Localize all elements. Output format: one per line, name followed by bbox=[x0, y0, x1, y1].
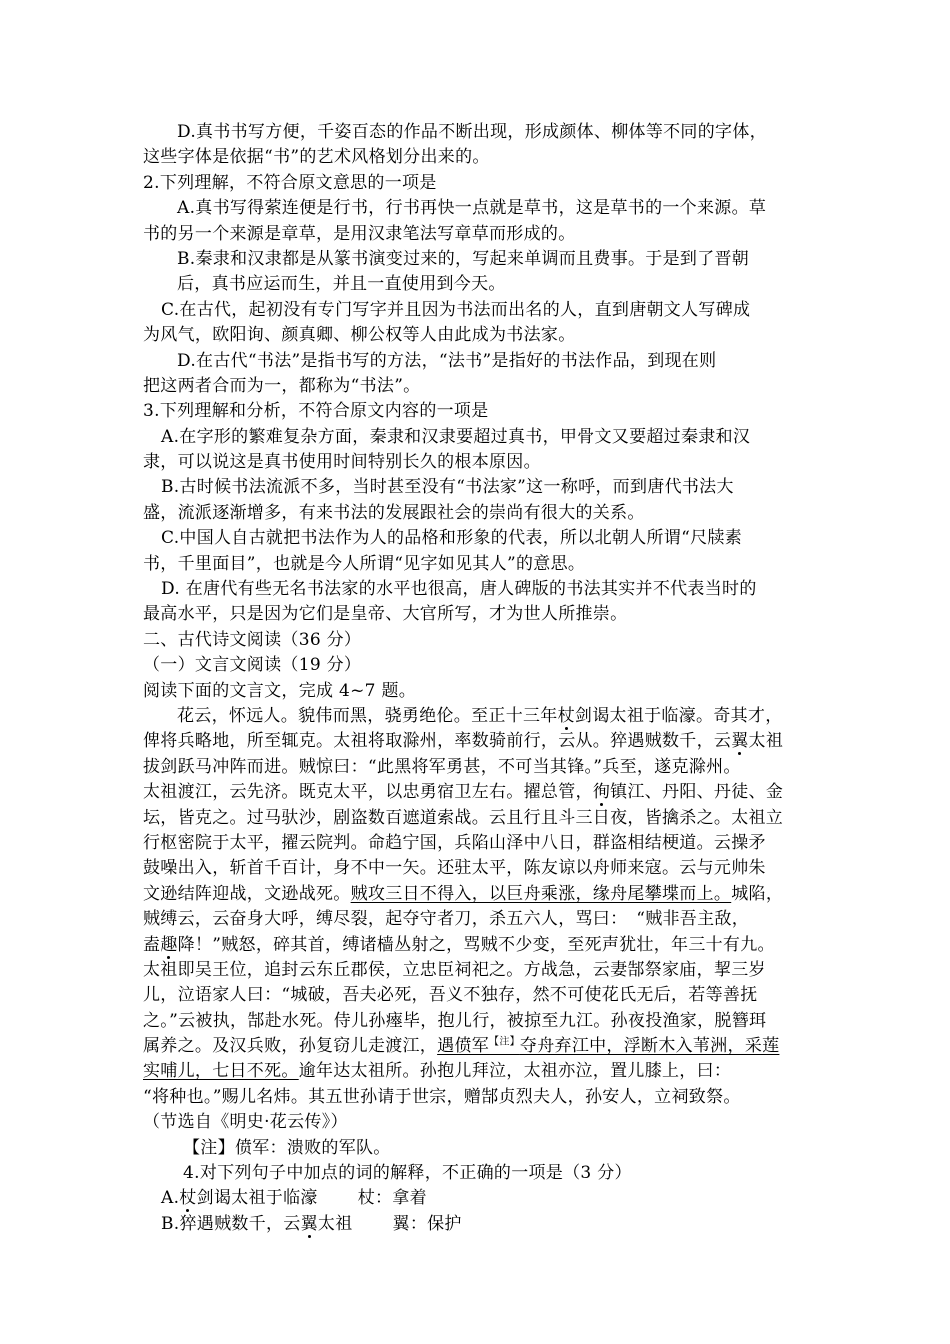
q3-option-d-line1: D. 在唐代有些无名书法家的水平也很高，唐人碑版的书法其实并不代表当时的 bbox=[161, 579, 757, 600]
q3-option-b-line1: B.古时候书法流派不多，当时甚至没有“书法家”这一称呼，而到唐代书法大 bbox=[161, 477, 734, 498]
dotted-word: 翼 bbox=[731, 731, 749, 752]
footnote-marker: 【注】 bbox=[489, 1036, 520, 1048]
q1-option-d-line2: 这些字体是依据“书”的艺术风格划分出来的。 bbox=[143, 147, 490, 168]
passage-line-10: 盍趣降！”贼怒，碎其首，缚诸樯丛射之，骂贼不少变，至死声犹壮，年三十有九。 bbox=[143, 934, 775, 955]
underlined-sentence: 遇偾军$^{【注】}$夺舟弃江中，浮断木入苇洲，采莲 bbox=[437, 1036, 780, 1057]
passage-line-11: 太祖即吴王位，追封云东丘郡侯，立忠臣祠祀之。方战急，云妻郜祭家庙，挈三岁 bbox=[143, 959, 766, 980]
q2-option-c-line1: C.在古代，起初没有专门写字并且因为书法而出名的人，直到唐朝文人写碑成 bbox=[161, 299, 751, 320]
q3-option-a-line2: 隶，可以说这是真书使用时间特别长久的根本原因。 bbox=[143, 452, 541, 473]
q3-option-c-line1: C.中国人自古就把书法作为人的品格和形象的代表，所以北朝人所谓“尺牍素 bbox=[161, 528, 742, 549]
footnote: 【注】偾军：溃败的军队。 bbox=[183, 1137, 391, 1158]
passage-line-8: 文逊结阵迎战，文逊战死。贼攻三日不得入，以巨舟乘涨，缘舟尾攀堞而上。城陷， bbox=[143, 883, 784, 904]
passage-source: （节选自《明史·花云传》） bbox=[143, 1112, 348, 1133]
passage-line-2: 俾将兵略地，所至辄克。太祖将取滁州，率数骑前行，云从。猝遇贼数千，云翼太祖 bbox=[143, 731, 784, 752]
passage-line-3: 拔剑跃马冲阵而进。贼惊曰：“此黑将军勇甚，不可当其锋。”兵至，遂克滁州。 bbox=[143, 756, 741, 777]
dotted-word: 趣 bbox=[160, 934, 178, 955]
passage-line-6: 行枢密院于太平，擢云院判。命趋宁国，兵陷山泽中八日，群盗相结梗道。云操矛 bbox=[143, 832, 766, 853]
section-heading: 二、古代诗文阅读（36 分） bbox=[143, 629, 362, 650]
passage-line-9: 贼缚云，云奋身大呼，缚尽裂，起夺守者刀，杀五六人，骂曰： “贼非吾主敌， bbox=[143, 909, 749, 930]
dotted-word: 杖 bbox=[557, 705, 575, 726]
passage-line-5: 坛，皆克之。过马驮沙，剧盗数百遮道索战。云且行且斗三日夜，皆擒杀之。太祖立 bbox=[143, 807, 784, 828]
q4-stem: 4.对下列句子中加点的词的解释，不正确的一项是（3 分） bbox=[183, 1163, 632, 1184]
passage-line-16: “将种也。”赐儿名炜。其五世孙请于世宗，赠郜贞烈夫人，孙安人，立祠致祭。 bbox=[143, 1086, 741, 1107]
document-page bbox=[143, 120, 813, 1237]
q3-stem: 3.下列理解和分析，不符合原文内容的一项是 bbox=[143, 401, 489, 422]
underlined-sentence: 实哺儿，七日不死。 bbox=[143, 1061, 299, 1082]
q2-option-b-line2: 后，真书应运而生，并且一直使用到今天。 bbox=[177, 274, 506, 295]
section-instruction: 阅读下面的文言文，完成 4~7 题。 bbox=[143, 680, 417, 701]
q2-option-b-line1: B.秦隶和汉隶都是从篆书演变过来的，写起来单调而且费事。于是到了晋朝 bbox=[177, 248, 750, 269]
passage-line-15: 实哺儿，七日不死。逾年达太祖所。孙抱儿拜泣，太祖亦泣，置儿膝上，曰： bbox=[143, 1061, 732, 1082]
q3-option-a-line1: A.在字形的繁难复杂方面，秦隶和汉隶要超过真书，甲骨文又要超过秦隶和汉 bbox=[161, 426, 751, 447]
underlined-sentence: 贼攻三日不得入，以巨舟乘涨，缘舟尾攀堞而上。 bbox=[350, 883, 732, 904]
q2-stem: 2.下列理解，不符合原文意思的一项是 bbox=[143, 172, 437, 193]
q4-option-b: B.猝遇贼数千，云翼太祖 翼：保护 bbox=[143, 1212, 813, 1237]
q2-option-c-line2: 为风气，欧阳询、颜真卿、柳公权等人由此成为书法家。 bbox=[143, 325, 576, 346]
q3-option-d-line2: 最高水平，只是因为它们是皇帝、大官所写，才为世人所推崇。 bbox=[143, 604, 628, 625]
q2-option-d-line1: D.在古代“书法”是指书写的方法，“法书”是指好的书法作品，到现在则 bbox=[177, 350, 717, 371]
passage-line-12: 儿，泣语家人曰：“城破，吾夫必死，吾义不独存，然不可使花氏无后，若等善抚 bbox=[143, 985, 758, 1006]
q4-option-a: A.杖剑谒太祖于临濠 杖：拿着 bbox=[143, 1186, 813, 1211]
passage-line-1: 花云，怀远人。貌伟而黑，骁勇绝伦。至正十三年杖剑谒太祖于临濠。奇其才， bbox=[177, 705, 783, 726]
section-sub-heading: （一）文言文阅读（19 分） bbox=[143, 655, 362, 676]
passage-line-4: 太祖渡江，云先济。既克太平，以忠勇宿卫左右。擢总管，徇镇江、丹阳、丹徒、金 bbox=[143, 782, 784, 803]
q4-option-b-explanation: 翼：保护 bbox=[392, 1213, 462, 1234]
passage-line-7: 鼓噪出入，斩首千百计，身不中一矢。还驻太平，陈友谅以舟师来寇。云与元帅朱 bbox=[143, 858, 766, 879]
q4-option-a-explanation: 杖：拿着 bbox=[357, 1188, 427, 1209]
q3-option-c-line2: 书，千里面目”，也就是今人所谓“见字如见其人”的意思。 bbox=[143, 553, 586, 574]
dotted-word: 翼 bbox=[300, 1213, 318, 1234]
dotted-word: 徇 bbox=[592, 782, 611, 803]
passage-line-13: 之。”云被执，郜赴水死。侍儿孙瘞毕，抱儿行，被掠至九江。孙夜投渔家，脱簪珥 bbox=[143, 1010, 767, 1031]
q2-option-a-line2: 书的另一个来源是章草，是用汉隶笔法写章草而形成的。 bbox=[143, 223, 576, 244]
dotted-word: 杖 bbox=[179, 1188, 197, 1209]
q2-option-d-line2: 把这两者合而为一，都称为“书法”。 bbox=[143, 375, 421, 396]
passage-line-14: 属养之。及汉兵败，孙复窃儿走渡江，遇偾军$^{【注】}$夺舟弃江中，浮断木入苇洲，采莲 bbox=[143, 1036, 780, 1057]
q1-option-d-line1: D.真书书写方便，千姿百态的作品不断出现，形成颜体、柳体等不同的字体， bbox=[177, 122, 767, 142]
q3-option-b-line2: 盛，流派逐渐增多，有来书法的发展跟社会的崇尚有很大的关系。 bbox=[143, 502, 645, 523]
q2-option-a-line1: A.真书写得萦连便是行书，行书再快一点就是草书，这是草书的一个来源。草 bbox=[177, 198, 767, 219]
